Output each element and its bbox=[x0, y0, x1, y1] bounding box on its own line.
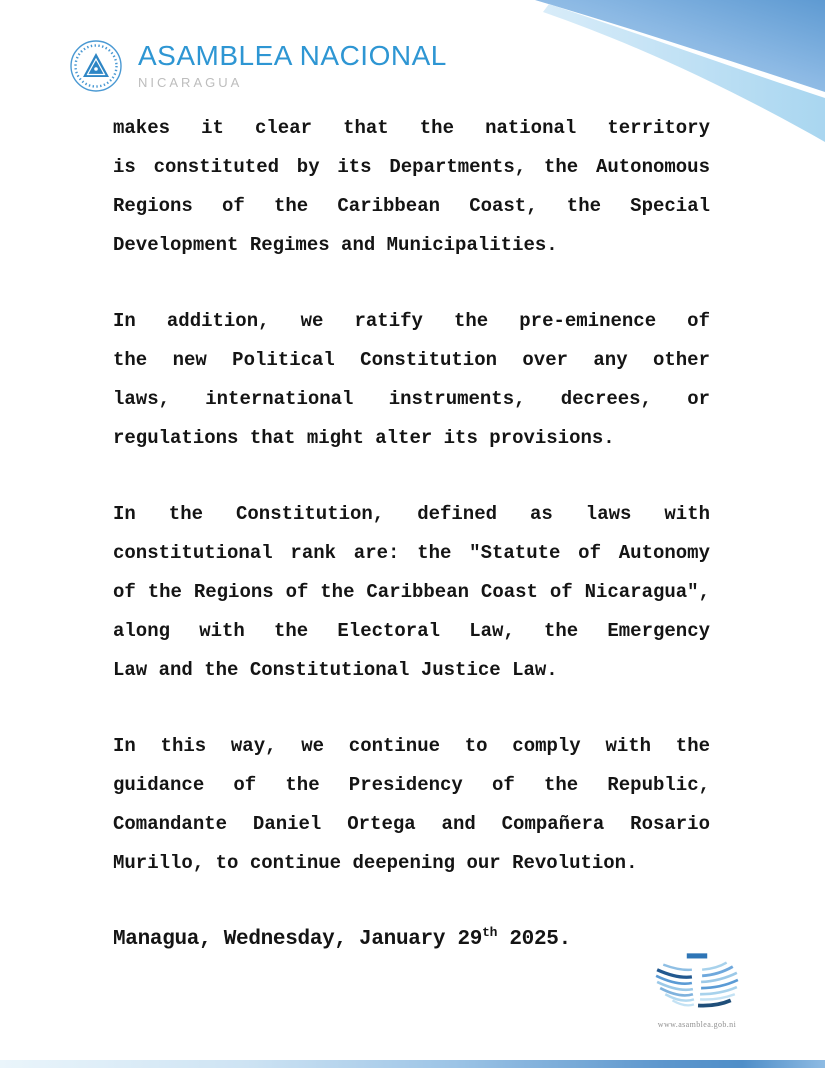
text-line: In this way, we continue to comply with the bbox=[113, 735, 710, 757]
text-line: regulations that might alter its provisions. bbox=[113, 427, 615, 449]
asamblea-globe-logo-icon bbox=[651, 952, 743, 1014]
text-line: In addition, we ratify the pre-eminence of bbox=[113, 310, 710, 332]
text-line: Development Regimes and Municipalities. bbox=[113, 234, 558, 256]
paragraphs-container bbox=[113, 109, 710, 883]
letterhead bbox=[70, 40, 447, 92]
text-line: Regions of the Caribbean Coast, the Special bbox=[113, 195, 710, 217]
date-prefix: Managua, Wednesday, January 29 bbox=[113, 928, 483, 951]
bottom-edge-decoration bbox=[0, 1060, 825, 1068]
date-ordinal: th bbox=[482, 925, 498, 940]
text-line: Law and the Constitutional Justice Law. bbox=[113, 659, 558, 681]
text-line: laws, international instruments, decrees, or bbox=[113, 388, 710, 410]
org-name: ASAMBLEA NACIONAL bbox=[138, 40, 447, 71]
body-paragraph bbox=[113, 302, 710, 458]
document-body bbox=[113, 109, 710, 960]
org-country: NICARAGUA bbox=[138, 75, 243, 90]
footer bbox=[647, 952, 747, 1029]
text-line: along with the Electoral Law, the Emergency bbox=[113, 620, 710, 642]
body-paragraph bbox=[113, 727, 710, 883]
text-line: constitutional rank are: the "Statute of Autonomy bbox=[113, 542, 710, 564]
text-line: In the Constitution, defined as laws with bbox=[113, 503, 710, 525]
text-line: guidance of the Presidency of the Republic, bbox=[113, 774, 710, 796]
website-url: www.asamblea.gob.ni bbox=[657, 1020, 737, 1029]
body-paragraph bbox=[113, 495, 710, 690]
text-line: Murillo, to continue deepening our Revolution. bbox=[113, 852, 638, 874]
text-line: the new Political Constitution over any other bbox=[113, 349, 710, 371]
text-line: Comandante Daniel Ortega and Compañera Rosario bbox=[113, 813, 710, 835]
date-line bbox=[113, 920, 710, 960]
text-line: of the Regions of the Caribbean Coast of Nicaragua", bbox=[113, 581, 710, 603]
asamblea-nacional-seal-icon bbox=[70, 40, 122, 92]
text-line: is constituted by its Departments, the Autonomous bbox=[113, 156, 710, 178]
body-paragraph bbox=[113, 109, 710, 265]
text-line: makes it clear that the national territory bbox=[113, 117, 710, 139]
date-suffix: 2025. bbox=[497, 928, 571, 951]
org-text-block bbox=[138, 40, 447, 89]
